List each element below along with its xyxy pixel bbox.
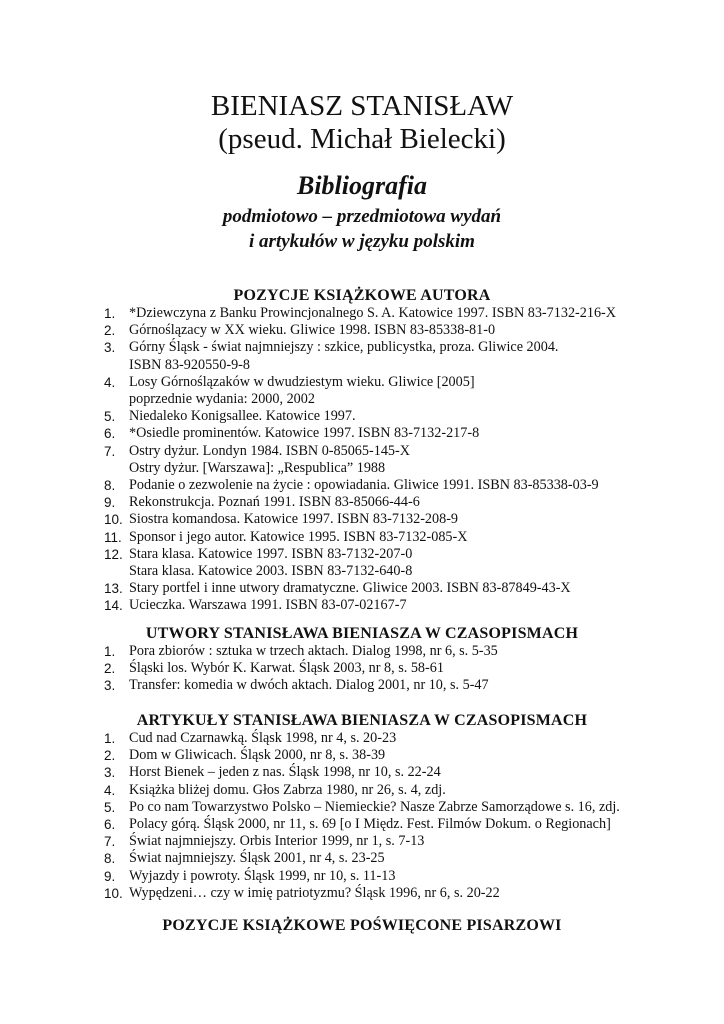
item-text: Świat najmniejszy. Orbis Interior 1999, nr 1, s. 7-13 [129, 833, 425, 850]
list-item [104, 494, 704, 511]
list-item [104, 305, 704, 322]
item-number: 6. [104, 426, 116, 442]
item-text: Siostra komandosa. Katowice 1997. ISBN 83-7132-208-9 [129, 511, 459, 528]
item-text: Górny Śląsk - świat najmniejszy : szkice, publicystka, proza. Gliwice 2004. [129, 339, 559, 356]
item-text: Śląski los. Wybór K. Karwat. Śląsk 2003, nr 8, s. 58-61 [129, 660, 444, 677]
item-number: 2. [104, 748, 116, 764]
list-item [104, 511, 704, 528]
item-number: 6. [104, 817, 116, 833]
item-number: 14. [104, 598, 123, 614]
item-number: 8. [104, 478, 116, 494]
bibliography-title: Bibliografia [296, 171, 427, 200]
list-item [104, 408, 704, 425]
item-text: Polacy górą. Śląsk 2000, nr 11, s. 69 [o I Międz. Fest. Filmów Dokum. o Regionach] [129, 816, 611, 833]
bibliography-subtitle-line1: podmiotowo – przedmiotowa wydań [222, 206, 502, 227]
item-number: 1. [104, 644, 116, 659]
list-item [104, 868, 704, 885]
list-item [104, 643, 704, 660]
item-number: 4. [104, 374, 116, 390]
list-item [104, 816, 704, 833]
item-text: Rekonstrukcja. Poznań 1991. ISBN 83-85066-44-6 [129, 494, 420, 511]
item-text: Podanie o zezwolenie na życie : opowiadania. Gliwice 1991. ISBN 83-85338-03-9 [129, 477, 599, 494]
list-item [104, 833, 704, 850]
item-text: Sponsor i jego autor. Katowice 1995. ISBN 83-7132-085-X [129, 528, 468, 545]
list-item [104, 425, 704, 442]
list-item [104, 374, 704, 408]
bibliography-list [104, 643, 704, 695]
item-number: 4. [104, 782, 116, 798]
item-number: 2. [104, 661, 116, 677]
item-text: Górnoślązacy w XX wieku. Gliwice 1998. ISBN 83-85338-81-0 [129, 322, 496, 339]
item-text: Stary portfel i inne utwory dramatyczne. Gliwice 2003. ISBN 83-87849-43-X [129, 580, 571, 597]
item-text: Cud nad Czarnawką. Śląsk 1998, nr 4, s. 20-23 [129, 730, 397, 746]
item-text: Horst Bienek – jeden z nas. Śląsk 1998, nr 10, s. 22-24 [129, 764, 441, 781]
item-text: *Osiedle prominentów. Katowice 1997. ISBN 83-7132-217-8 [129, 425, 480, 442]
section-heading: ARTYKUŁY STANISŁAWA BIENIASZA W CZASOPISMACH [136, 712, 588, 729]
list-item [104, 850, 704, 867]
item-number: 10. [104, 512, 123, 528]
item-number: 9. [104, 868, 116, 884]
item-number: 1. [104, 731, 116, 746]
item-number: 8. [104, 851, 116, 867]
item-text: Książka bliżej domu. Głos Zabrza 1980, nr 26, s. 4, zdj. [129, 781, 446, 798]
item-number: 10. [104, 885, 123, 901]
item-text: Losy Górnoślązaków w dwudziestym wieku. Gliwice [2005] [129, 373, 475, 390]
item-continuation-text: poprzednie wydania: 2000, 2002 [129, 391, 315, 408]
item-text: Transfer: komedia w dwóch aktach. Dialog 2001, nr 10, s. 5-47 [129, 677, 489, 694]
section-heading: POZYCJE KSIĄŻKOWE AUTORA [233, 287, 491, 304]
list-item [104, 477, 704, 494]
list-item [104, 885, 704, 902]
bibliography-list [104, 730, 704, 902]
list-item [104, 443, 704, 477]
item-number: 2. [104, 323, 116, 339]
list-item [104, 799, 704, 816]
list-item [104, 322, 704, 339]
item-number: 9. [104, 495, 116, 511]
item-number: 3. [104, 678, 116, 694]
item-number: 12. [104, 546, 123, 562]
bibliography-subtitle-line2: i artykułów w języku polskim [249, 231, 475, 252]
item-text: Niedaleko Konigsallee. Katowice 1997. [129, 408, 356, 425]
item-text: Świat najmniejszy. Śląsk 2001, nr 4, s. 23-25 [129, 850, 385, 867]
item-number: 3. [104, 340, 116, 356]
item-continuation-text: Ostry dyżur. [Warszawa]: „Respublica” 1988 [129, 459, 386, 476]
section-heading: POZYCJE KSIĄŻKOWE POŚWIĘCONE PISARZOWI [162, 917, 562, 934]
item-continuation-text: Stara klasa. Katowice 2003. ISBN 83-7132-640-8 [129, 563, 413, 580]
item-text: Wypędzeni… czy w imię patriotyzmu? Śląsk 1996, nr 6, s. 20-22 [129, 884, 500, 901]
list-item [104, 660, 704, 677]
item-text: *Dziewczyna z Banku Prowincjonalnego S. A. Katowice 1997. ISBN 83-7132-216-X [129, 305, 617, 321]
list-item [104, 597, 704, 614]
item-text: Po co nam Towarzystwo Polsko – Niemieckie? Nasze Zabrze Samorządowe s. 16, zdj. [129, 798, 620, 815]
author-pseudonym: (pseud. Michał Bielecki) [218, 123, 506, 155]
item-text: Ostry dyżur. Londyn 1984. ISBN 0-85065-145-X [129, 442, 410, 459]
list-item [104, 730, 704, 747]
item-text: Pora zbiorów : sztuka w trzech aktach. Dialog 1998, nr 6, s. 5-35 [129, 643, 498, 659]
list-item [104, 677, 704, 694]
item-number: 1. [104, 306, 116, 321]
item-text: Dom w Gliwicach. Śląsk 2000, nr 8, s. 38-39 [129, 747, 386, 764]
list-item [104, 529, 704, 546]
list-item [104, 339, 704, 373]
list-item [104, 580, 704, 597]
author-name: BIENIASZ STANISŁAW [210, 90, 514, 122]
item-number: 11. [104, 529, 122, 545]
bibliography-list [104, 305, 704, 615]
item-number: 7. [104, 443, 116, 459]
list-item [104, 546, 704, 580]
item-text: Ucieczka. Warszawa 1991. ISBN 83-07-02167-7 [129, 597, 407, 614]
item-number: 3. [104, 765, 116, 781]
item-number: 7. [104, 834, 116, 850]
section-heading: UTWORY STANISŁAWA BIENIASZA W CZASOPISMACH [145, 625, 579, 642]
item-number: 13. [104, 581, 123, 597]
list-item [104, 764, 704, 781]
list-item [104, 782, 704, 799]
item-continuation-text: ISBN 83-920550-9-8 [129, 356, 250, 373]
item-text: Stara klasa. Katowice 1997. ISBN 83-7132-207-0 [129, 545, 413, 562]
list-item [104, 747, 704, 764]
item-text: Wyjazdy i powroty. Śląsk 1999, nr 10, s. 11-13 [129, 867, 396, 884]
item-number: 5. [104, 799, 116, 815]
item-number: 5. [104, 409, 116, 425]
